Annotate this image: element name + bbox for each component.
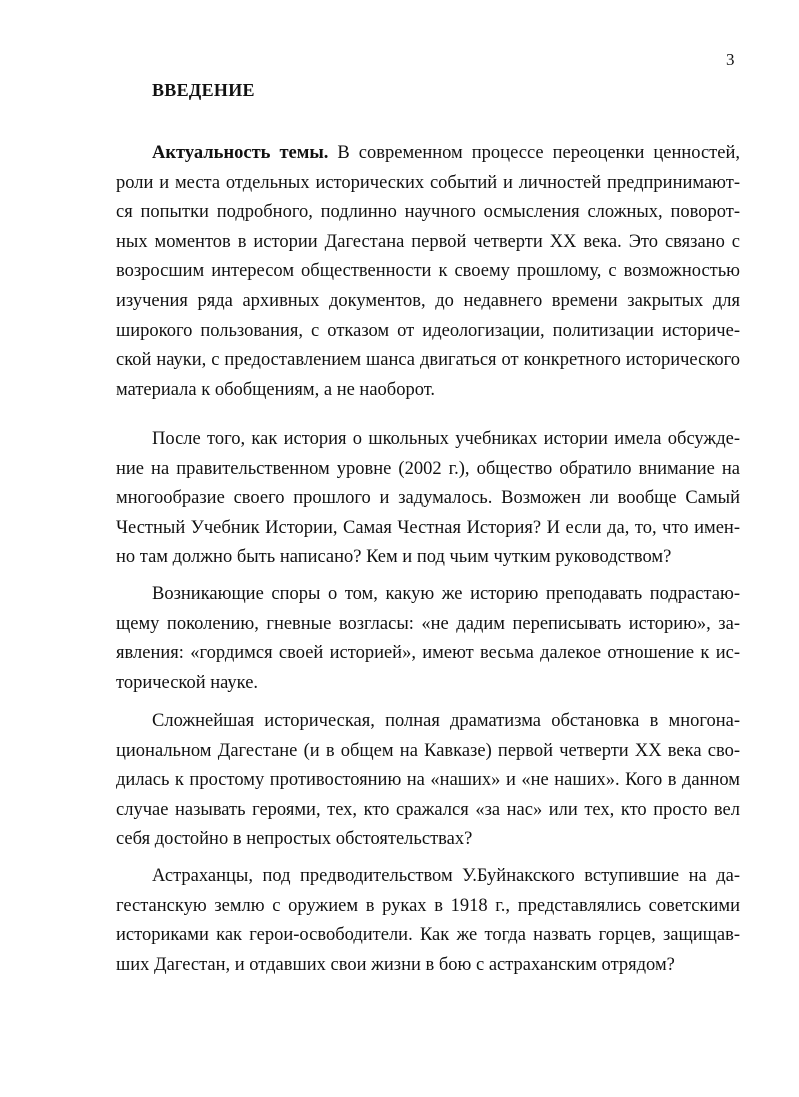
page-number: 3	[726, 50, 735, 69]
paragraph-1-lead: Актуальность темы.	[152, 143, 329, 163]
paragraph-5: Астраханцы, под предводительством У.Буйнакского вступившие на дагестанскую землю с оружием в руках в 1918 г., представлялись советскими историками как герои-освободители. Как же тогда назвать горцев, защищавших Дагестан, и отдавших свои жизни в бою с астраханским отрядом?	[116, 866, 740, 975]
paragraph-3: Возникающие споры о том, какую же историю преподавать подрастающему поколению, гневные возгласы: «не дадим переписывать историю», заявления: «гордимся своей историей», имеют весьма далекое отношение к исторической науке.	[116, 584, 740, 693]
paragraph-1-text: В современном процессе переоценки ценностей, роли и места отдельных исторических событий и личностей предпринимаются попытки подробного, подлинно научного осмысления сложных, поворотных моментов в истории Дагестана первой четверти XX века. Это связано с возросшим интересом общественности к своему прошлому, с возможностью изучения ряда архивных документов, до недавнего времени закрытых для широкого пользования, с отказом от идеологизации, политизации исторической науки, с предоставлением шанса двигаться от конкретного исторического материала к обобщениям, а не наоборот.	[116, 143, 741, 400]
paragraph-2: После того, как история о школьных учебниках истории имела обсуждение на правительственном уровне (2002 г.), общество обратило внимание на многообразие своего прошлого и задумалось. Возможен ли вообще Самый Честный Учебник Истории, Самая Честная История? И если да, то, что именно там должно быть написано? Кем и под чьим чутким руководством?	[116, 429, 740, 568]
paragraph-1	[116, 139, 740, 405]
section-heading: ВВЕДЕНИЕ	[152, 80, 255, 100]
paragraph-4: Сложнейшая историческая, полная драматизма обстановка в многонациональном Дагестане (и в общем на Кавказе) первой четверти XX века сводилась к простому противостоянию на «наших» и «не наших». Кого в данном случае называть героями, тех, кто сражался «за нас» или тех, кто просто вел себя достойно в непростых обстоятельствах?	[116, 711, 740, 850]
